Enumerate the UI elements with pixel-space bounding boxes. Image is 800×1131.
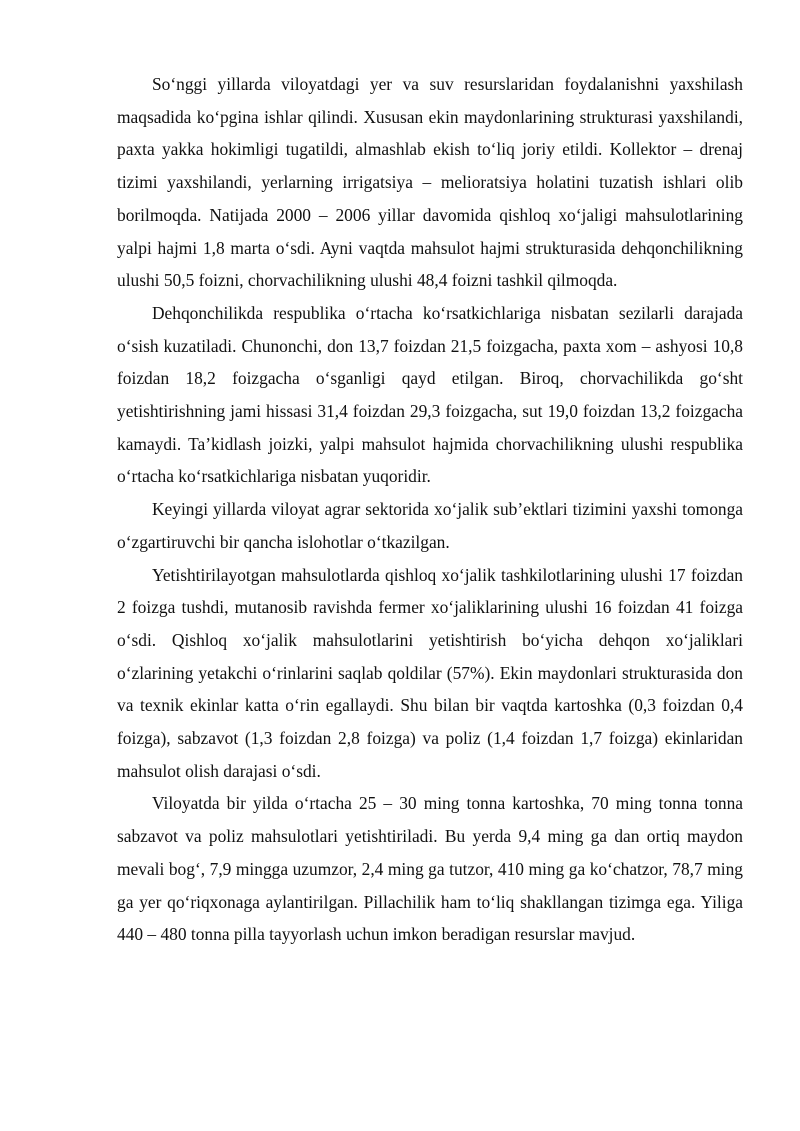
paragraph-1: So‘nggi yillarda viloyatdagi yer va suv resurslaridan foydalanishni yaxshilash maqsadida ko‘pgina ishlar qilindi. Xususan ekin maydonlarining strukturasi yaxshilandi, paxta yakka hokimligi tugatildi, almashlab ekish to‘liq joriy etildi. Kollektor – drenaj tizimi yaxshilandi, yerlarning irrigatsiya – melioratsiya holatini tuzatish ishlari olib borilmoqda. Natijada 2000 – 2006 yillar davomida qishloq xo‘jaligi mahsulotlarining yalpi hajmi 1,8 marta o‘sdi. Ayni vaqtda mahsulot hajmi strukturasida dehqonchilikning ulushi 50,5 foizni, chorvachilikning ulushi 48,4 foizni tashkil qilmoqda. [117, 74, 743, 291]
paragraph-4: Yetishtirilayotgan mahsulotlarda qishloq xo‘jalik tashkilotlarining ulushi 17 foizdan 2 foizga tushdi, mutanosib ravishda fermer xo‘jaliklarining ulushi 16 foizdan 41 foizga o‘sdi. Qishloq xo‘jalik mahsulotlarini yetishtirish bo‘yicha dehqon xo‘jaliklari o‘zlarining yetakchi o‘rinlarini saqlab qoldilar (57%). Ekin maydonlari strukturasida don va texnik ekinlar katta o‘rin egallaydi. Shu bilan bir vaqtda kartoshka (0,3 foizdan 0,4 foizga), sabzavot (1,3 foizdan 2,8 foizga) va poliz (1,4 foizdan 1,7 foizga) ekinlaridan mahsulot olish darajasi o‘sdi. [117, 564, 743, 781]
paragraph-3: Keyingi yillarda viloyat agrar sektorida xo‘jalik sub’ektlari tizimini yaxshi tomonga o‘zgartiruvchi bir qancha islohotlar o‘tkazilgan. [117, 499, 743, 552]
document-page [117, 68, 743, 951]
paragraph-5: Viloyatda bir yilda o‘rtacha 25 – 30 ming tonna kartoshka, 70 ming tonna tonna sabzavot va poliz mahsulotlari yetishtiriladi. Bu yerda 9,4 ming ga dan ortiq maydon mevali bog‘, 7,9 mingga uzumzor, 2,4 ming ga tutzor, 410 ming ga ko‘chatzor, 78,7 ming ga yer qo‘riqxonaga aylantirilgan. Pillachilik ham to‘liq shakllangan tizimga ega. Yiliga 440 – 480 tonna pilla tayyorlash uchun imkon beradigan resurslar mavjud. [117, 793, 743, 945]
paragraph-2: Dehqonchilikda respublika o‘rtacha ko‘rsatkichlariga nisbatan sezilarli darajada o‘sish kuzatiladi. Chunonchi, don 13,7 foizdan 21,5 foizgacha, paxta xom – ashyosi 10,8 foizdan 18,2 foizgacha o‘sganligi qayd etilgan. Biroq, chorvachilikda go‘sht yetishtirishning jami hissasi 31,4 foizdan 29,3 foizgacha, sut 19,0 foizdan 13,2 foizgacha kamaydi. Ta’kidlash joizki, yalpi mahsulot hajmida chorvachilikning ulushi respublika o‘rtacha ko‘rsatkichlariga nisbatan yuqoridir. [117, 302, 743, 487]
